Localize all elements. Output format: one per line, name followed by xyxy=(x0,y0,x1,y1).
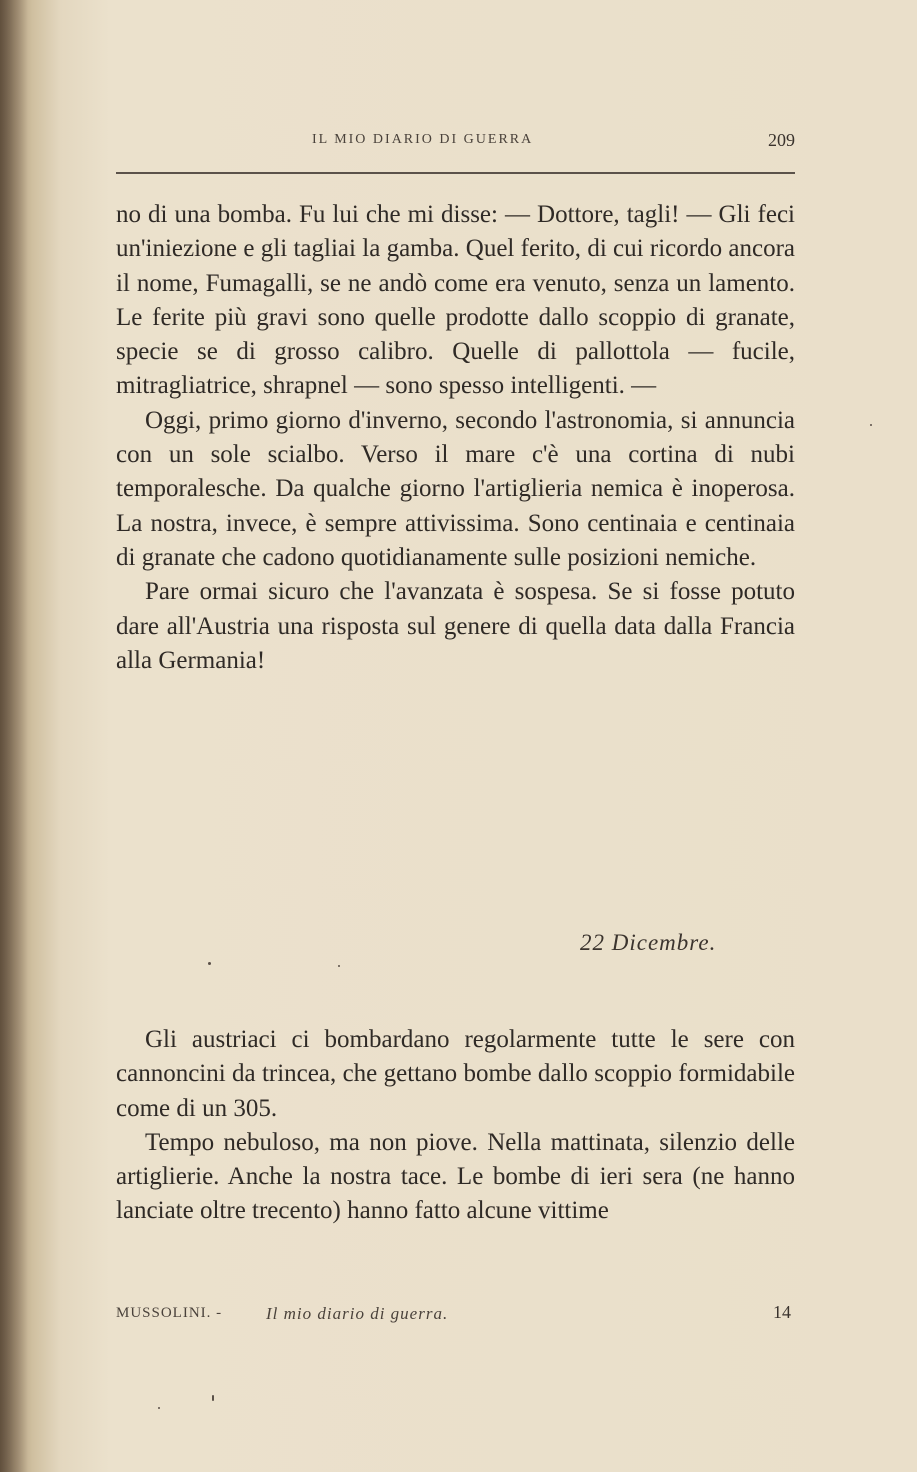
entry-date: 22 Dicembre. xyxy=(580,930,717,955)
print-speck xyxy=(870,424,872,426)
page-footer xyxy=(116,1302,795,1329)
page-header xyxy=(116,132,795,156)
print-speck xyxy=(212,1395,214,1401)
running-title: IL MIO DIARIO DI GUERRA xyxy=(312,132,534,147)
print-speck xyxy=(338,965,340,967)
signature-number: 14 xyxy=(773,1302,791,1322)
paragraph-bombardment: Gli austriaci ci bombardano regolarmente tutte le sere con cannoncini da trincea, che gettano bombe dallo scoppio formidabile come di un 305. xyxy=(116,1026,795,1122)
header-rule xyxy=(116,172,795,174)
page-number: 209 xyxy=(768,130,795,150)
print-speck xyxy=(158,1407,160,1409)
diary-text xyxy=(116,198,795,678)
footer-author: MUSSOLINI. - xyxy=(116,1305,223,1321)
paragraph-continued: no di una bomba. Fu lui che mi disse: — Dottore, tagli! — Gli feci un'iniezione e gli tagliai la gamba. Quel ferito, di cui ricordo ancora il nome, Fumagalli, se ne andò come era venuto, senza un lamento. Le ferite più gravi sono quelle prodotte dallo scoppio di granate, specie se di grosso calibro. Quelle di pallottola — fucile, mitragliatrice, shrapnel — sono spesso intelligenti. — xyxy=(116,201,795,400)
print-speck xyxy=(208,962,211,965)
paragraph-winter: Oggi, primo giorno d'inverno, secondo l'astronomia, si annuncia con un sole scialbo. Verso il mare c'è una cortina di nubi temporalesche. Da qualche giorno l'artiglieria nemica è inoperosa. La nostra, invece, è sempre attivissima. Sono centinaia e centinaia di granate che cadono quotidianamente sulle posizioni nemiche. xyxy=(116,406,795,571)
paragraph-weather: Tempo nebuloso, ma non piove. Nella mattinata, silenzio delle artiglierie. Anche la nostra tace. Le bombe di ieri sera (ne hanno lanciate oltre trecento) hanno fatto alcune vittime xyxy=(116,1128,795,1225)
diary-entry xyxy=(116,1023,795,1229)
footer-book-title: Il mio diario di guerra. xyxy=(266,1304,449,1323)
paragraph-advance: Pare ormai sicuro che l'avanzata è sospesa. Se si fosse potuto dare all'Austria una risposta sul genere di quella data dalla Francia alla Germania! xyxy=(116,578,795,674)
